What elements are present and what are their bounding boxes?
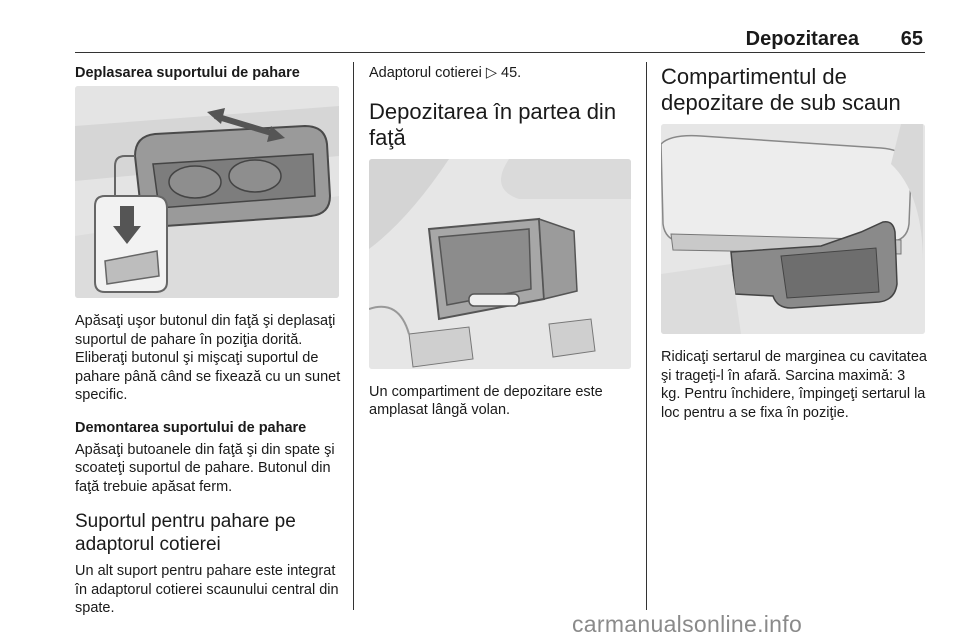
heading-armrest-cupholder: Suportul pentru pahare pe adaptorul cotierei — [75, 511, 296, 555]
under-seat-storage-illustration — [661, 124, 925, 334]
paragraph-move-cupholder: Apăsaţi uşor butonul din faţă şi deplasaţi suportul de pahare în poziţia dorită. Eliberaţi butonul şi mişcaţi suportul de pahare până când se fixează cu un sunet specific. — [75, 313, 341, 403]
front-storage-illustration — [369, 159, 631, 369]
subheading-move-cupholder: Deplasarea suportului de pahare — [75, 65, 300, 81]
column-1 — [75, 64, 343, 632]
page-header — [75, 28, 925, 53]
paragraph-armrest-cupholder: Un alt suport pentru pahare este integrat în adaptorul cotierei scaunului central din spate. — [75, 563, 339, 616]
cupholder-illustration — [75, 86, 339, 298]
watermark: carmanualsonline.info — [572, 611, 803, 637]
section-title: Depozitarea — [745, 28, 859, 50]
column-divider — [353, 62, 354, 610]
cross-reference: Adaptorul cotierei ▷ 45. — [369, 65, 522, 81]
paragraph-front-storage: Un compartiment de depozitare este amplasat lângă volan. — [369, 383, 603, 418]
column-divider — [646, 62, 647, 610]
page-number: 65 — [900, 28, 923, 50]
paragraph-remove-cupholder: Apăsaţi butoanele din faţă şi din spate şi scoateţi suportul de pahare. Butonul din faţă trebuie apăsat ferm. — [75, 441, 335, 495]
column-3 — [661, 64, 927, 436]
heading-under-seat-storage: Compartimentul de depozitare de sub scaun — [661, 64, 901, 115]
paragraph-under-seat-storage: Ridicaţi sertarul de marginea cu cavitatea şi trageţi-l în afară. Sarcina maximă: 3 kg. Pentru închidere, împingeţi sertarul la loc pentru a se fixa în poziţie. — [661, 349, 927, 421]
heading-front-storage: Depozitarea în partea din faţă — [369, 98, 617, 150]
subheading-remove-cupholder: Demontarea suportului de pahare — [75, 419, 307, 436]
column-2 — [369, 64, 633, 434]
